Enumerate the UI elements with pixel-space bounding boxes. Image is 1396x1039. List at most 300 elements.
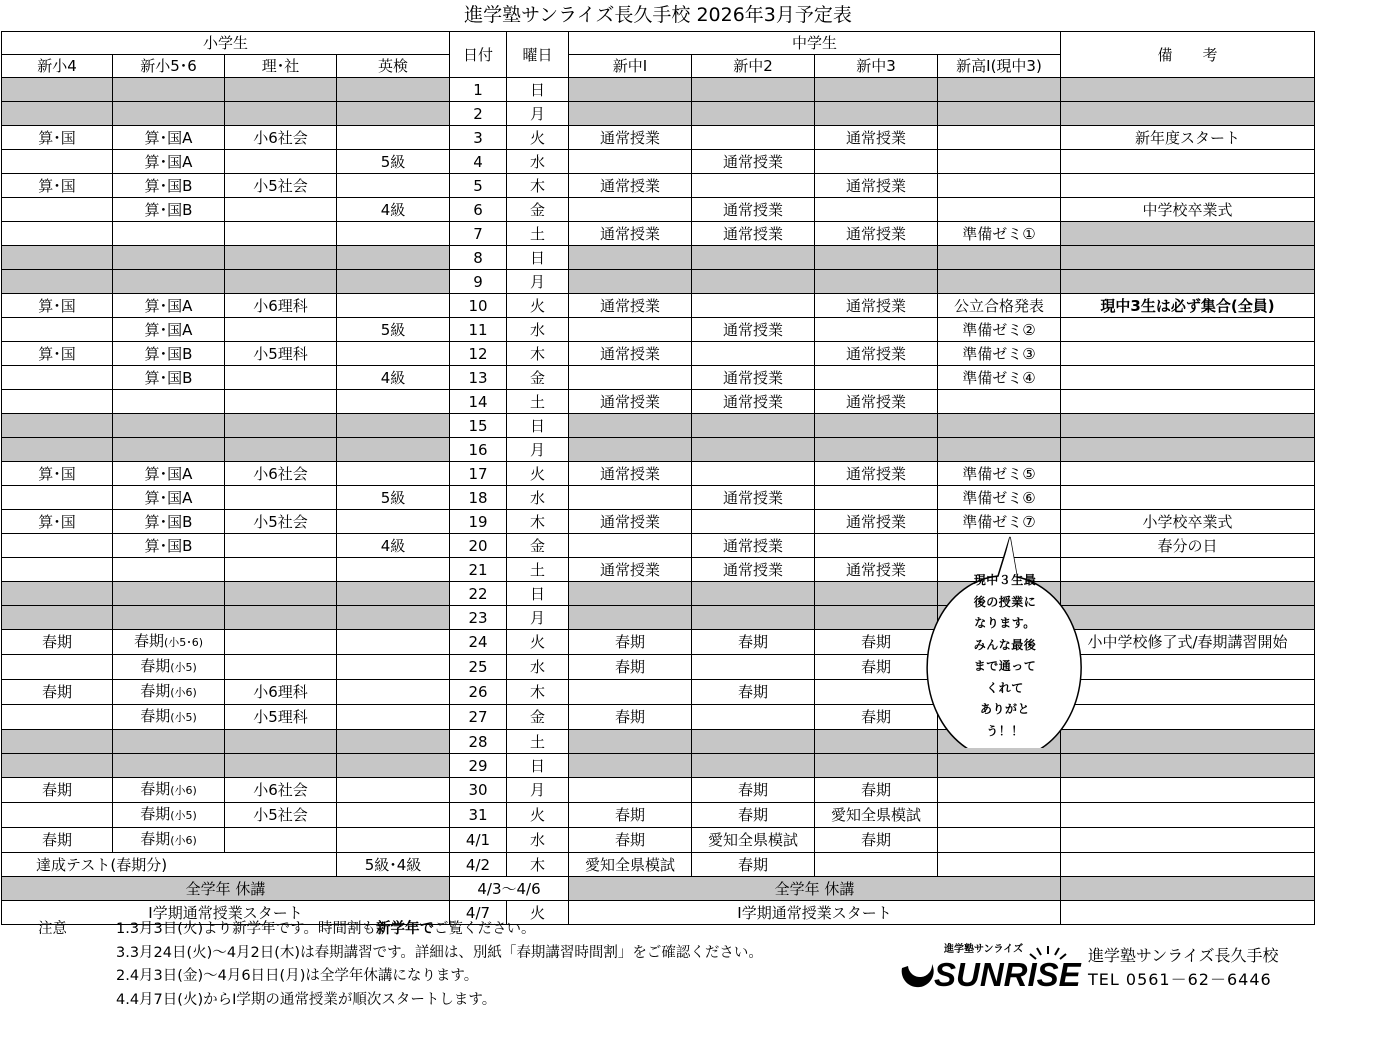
- col-header-science-social: 理･社: [225, 55, 337, 78]
- bubble-text: 現中３生最 後の授業に なります。 みんな最後 まで通って くれて ありがと う！！: [973, 573, 1037, 738]
- e56-cell: [113, 754, 225, 778]
- note-cell: [1061, 438, 1315, 462]
- j2-cell: 春期: [692, 778, 815, 803]
- j1-cell: [569, 246, 692, 270]
- ek-cell: [337, 558, 450, 582]
- h1-cell: 準備ゼミ①: [938, 222, 1061, 246]
- j3-cell: [815, 318, 938, 342]
- j2-cell: [692, 414, 815, 438]
- table-row: [2, 877, 1315, 901]
- table-row: [2, 754, 1315, 778]
- e4-cell: [2, 366, 113, 390]
- e56-cell: [113, 222, 225, 246]
- rs-cell: [225, 438, 337, 462]
- e56-cell: 算･国B: [113, 342, 225, 366]
- j1-cell: [569, 582, 692, 606]
- e56-cell: [113, 102, 225, 126]
- w-cell: 水: [507, 828, 569, 853]
- j3-cell: 春期: [815, 828, 938, 853]
- h1-cell: [938, 828, 1061, 853]
- h1-cell: 準備ゼミ③: [938, 342, 1061, 366]
- h1-cell: 準備ゼミ⑦: [938, 510, 1061, 534]
- e56-cell: 算･国B: [113, 510, 225, 534]
- e4-cell: [2, 150, 113, 174]
- w-cell: 火: [507, 803, 569, 828]
- e56-cell: [113, 558, 225, 582]
- ek-cell: [337, 730, 450, 754]
- note-cell: [1061, 803, 1315, 828]
- ek-cell: [337, 510, 450, 534]
- note-cell: 新年度スタート: [1061, 126, 1315, 150]
- w-cell: 金: [507, 705, 569, 730]
- h1-cell: [938, 803, 1061, 828]
- j1-cell: 愛知全県模試: [569, 853, 692, 877]
- note-cell: [1061, 655, 1315, 680]
- w-cell: 木: [507, 342, 569, 366]
- sunrise-logo: [898, 940, 1088, 992]
- h1-cell: [938, 778, 1061, 803]
- note-cell: [1061, 582, 1315, 606]
- table-row: [2, 534, 1315, 558]
- note-cell: [1061, 606, 1315, 630]
- e4-cell: 算･国: [2, 294, 113, 318]
- ek-cell: [337, 778, 450, 803]
- e56-cell: 算･国B: [113, 366, 225, 390]
- h1-cell: [938, 150, 1061, 174]
- e4-cell: [2, 318, 113, 342]
- d-cell: 19: [450, 510, 507, 534]
- j1-cell: [569, 534, 692, 558]
- table-row: [2, 582, 1315, 606]
- e56-cell: [113, 246, 225, 270]
- e56-cell: 春期(小5): [113, 705, 225, 730]
- col-header-e56: 新小5･6: [113, 55, 225, 78]
- j2-cell: 通常授業: [692, 366, 815, 390]
- j2-cell: [692, 342, 815, 366]
- j3-cell: [815, 438, 938, 462]
- d-cell: 29: [450, 754, 507, 778]
- j2-cell: 通常授業: [692, 486, 815, 510]
- note-line-3: 2.4月3日(金)～4月6日日(月)は全学年休講になります。: [116, 968, 479, 984]
- j3-cell: 春期: [815, 778, 938, 803]
- junior-closed-cell: 全学年 休講: [569, 877, 1061, 901]
- h1-cell: [938, 754, 1061, 778]
- e4-cell: [2, 438, 113, 462]
- ek-cell: [337, 582, 450, 606]
- e56-cell: [113, 414, 225, 438]
- j3-cell: 通常授業: [815, 510, 938, 534]
- d-cell: 4: [450, 150, 507, 174]
- achievement-test-cell: 達成テスト(春期分): [2, 853, 337, 877]
- j2-cell: 春期: [692, 853, 815, 877]
- school-info: [1088, 944, 1279, 992]
- table-row: [2, 803, 1315, 828]
- h1-cell: 準備ゼミ②: [938, 318, 1061, 342]
- j2-cell: 通常授業: [692, 222, 815, 246]
- junior-header: 中学生: [569, 32, 1061, 55]
- note-cell: 小学校卒業式: [1061, 510, 1315, 534]
- note-cell: [1061, 222, 1315, 246]
- ek-cell: [337, 294, 450, 318]
- table-row: [2, 126, 1315, 150]
- note-cell: 現中3生は必ず集合(全員): [1061, 294, 1315, 318]
- note-line-4: 4.4月7日(火)からⅠ学期の通常授業が順次スタートします。: [116, 991, 497, 1008]
- h1-cell: [938, 414, 1061, 438]
- j1-cell: 通常授業: [569, 558, 692, 582]
- d-cell: 9: [450, 270, 507, 294]
- e56-cell: 春期(小6): [113, 778, 225, 803]
- j2-cell: [692, 510, 815, 534]
- j2-cell: 通常授業: [692, 318, 815, 342]
- w-cell: 土: [507, 558, 569, 582]
- e4-cell: [2, 730, 113, 754]
- note-cell: [1061, 462, 1315, 486]
- e56-cell: [113, 730, 225, 754]
- j2-cell: [692, 606, 815, 630]
- j2-cell: 通常授業: [692, 534, 815, 558]
- rs-cell: 小6社会: [225, 462, 337, 486]
- note-cell: [1061, 778, 1315, 803]
- w-cell: 月: [507, 606, 569, 630]
- w-cell: 金: [507, 198, 569, 222]
- e4-cell: 春期: [2, 680, 113, 705]
- h1-cell: 準備ゼミ④: [938, 366, 1061, 390]
- e56-cell: 算･国A: [113, 294, 225, 318]
- table-row: [2, 853, 1315, 877]
- d-cell: 28: [450, 730, 507, 754]
- e4-cell: [2, 486, 113, 510]
- d-cell: 13: [450, 366, 507, 390]
- e56-cell: [113, 270, 225, 294]
- j2-cell: 通常授業: [692, 390, 815, 414]
- rs-cell: [225, 630, 337, 655]
- table-row: [2, 102, 1315, 126]
- j3-cell: 通常授業: [815, 390, 938, 414]
- e56-cell: 春期(小6): [113, 680, 225, 705]
- w-cell: 木: [507, 680, 569, 705]
- e56-cell: [113, 78, 225, 102]
- ek-cell: [337, 438, 450, 462]
- note-cell: [1061, 705, 1315, 730]
- e56-cell: 算･国A: [113, 126, 225, 150]
- rs-cell: [225, 222, 337, 246]
- j1-cell: [569, 318, 692, 342]
- w-cell: 木: [507, 510, 569, 534]
- w-cell: 火: [507, 630, 569, 655]
- h1-cell: [938, 438, 1061, 462]
- rs-cell: [225, 414, 337, 438]
- j3-cell: 通常授業: [815, 558, 938, 582]
- j2-cell: [692, 126, 815, 150]
- ek-cell: [337, 270, 450, 294]
- h1-cell: [938, 390, 1061, 414]
- d-cell: 3: [450, 126, 507, 150]
- table-row: [2, 294, 1315, 318]
- notes-label: 注意: [38, 921, 67, 937]
- d-cell: 16: [450, 438, 507, 462]
- j2-cell: 通常授業: [692, 150, 815, 174]
- e4-cell: 春期: [2, 778, 113, 803]
- j1-cell: 春期: [569, 828, 692, 853]
- e56-cell: [113, 390, 225, 414]
- note-cell: 中学校卒業式: [1061, 198, 1315, 222]
- rs-cell: [225, 246, 337, 270]
- j3-cell: 通常授業: [815, 222, 938, 246]
- w-cell: 木: [507, 174, 569, 198]
- j3-cell: [815, 246, 938, 270]
- e56-cell: 算･国A: [113, 486, 225, 510]
- j3-cell: [815, 414, 938, 438]
- j1-cell: 通常授業: [569, 294, 692, 318]
- ek-cell: [337, 246, 450, 270]
- rs-cell: [225, 366, 337, 390]
- e4-cell: [2, 390, 113, 414]
- table-row: [2, 174, 1315, 198]
- j3-cell: [815, 150, 938, 174]
- w-cell: 水: [507, 655, 569, 680]
- note-cell: [1061, 828, 1315, 853]
- col-header-j3: 新中3: [815, 55, 938, 78]
- note-cell: [1061, 174, 1315, 198]
- note-cell: [1061, 486, 1315, 510]
- e56-cell: [113, 438, 225, 462]
- j2-cell: [692, 754, 815, 778]
- j3-cell: 通常授業: [815, 126, 938, 150]
- rs-cell: [225, 486, 337, 510]
- col-header-e4: 新小4: [2, 55, 113, 78]
- rs-cell: [225, 390, 337, 414]
- table-row: [2, 680, 1315, 705]
- j1-cell: 春期: [569, 803, 692, 828]
- d-cell: 31: [450, 803, 507, 828]
- e4-cell: [2, 754, 113, 778]
- j2-cell: 春期: [692, 630, 815, 655]
- table-row: [2, 655, 1315, 680]
- table-row: [2, 366, 1315, 390]
- note-cell: [1061, 318, 1315, 342]
- j1-cell: [569, 486, 692, 510]
- ek-cell: 4級: [337, 534, 450, 558]
- weekday-header: 曜日: [507, 32, 569, 78]
- note-cell: [1061, 102, 1315, 126]
- j1-cell: 通常授業: [569, 462, 692, 486]
- ek-cell: [337, 630, 450, 655]
- note-cell: [1061, 270, 1315, 294]
- table-row: [2, 390, 1315, 414]
- e56-cell: [113, 606, 225, 630]
- w-cell: 月: [507, 102, 569, 126]
- e4-cell: 算･国: [2, 126, 113, 150]
- table-row: [2, 198, 1315, 222]
- d-cell: 5: [450, 174, 507, 198]
- w-cell: 月: [507, 438, 569, 462]
- d-cell: 15: [450, 414, 507, 438]
- j3-cell: 通常授業: [815, 462, 938, 486]
- e4-cell: [2, 558, 113, 582]
- j2-cell: [692, 705, 815, 730]
- ek-cell: 5級: [337, 150, 450, 174]
- j1-cell: [569, 414, 692, 438]
- h1-cell: 公立合格発表: [938, 294, 1061, 318]
- ek-cell: [337, 102, 450, 126]
- j1-cell: [569, 198, 692, 222]
- ek-cell: [337, 606, 450, 630]
- e56-cell: 算･国A: [113, 318, 225, 342]
- page-title: 進学塾サンライズ長久手校 2026年3月予定表: [464, 4, 852, 26]
- note-cell: [1061, 680, 1315, 705]
- table-row: [2, 414, 1315, 438]
- e4-cell: [2, 606, 113, 630]
- rs-cell: 小5社会: [225, 510, 337, 534]
- j1-cell: [569, 270, 692, 294]
- d-cell: 20: [450, 534, 507, 558]
- table-row: [2, 828, 1315, 853]
- col-header-j1: 新中Ⅰ: [569, 55, 692, 78]
- d-cell: 17: [450, 462, 507, 486]
- col-header-h1: 新高Ⅰ(現中3): [938, 55, 1061, 78]
- rs-cell: 小6理科: [225, 294, 337, 318]
- ek-cell: [337, 680, 450, 705]
- ek-cell: 4級: [337, 198, 450, 222]
- ek-cell: [337, 390, 450, 414]
- e56-cell: 春期(小5･6): [113, 630, 225, 655]
- note-cell: [1061, 730, 1315, 754]
- table-row: [2, 78, 1315, 102]
- e56-cell: [113, 582, 225, 606]
- ek-cell: [337, 222, 450, 246]
- j3-cell: 通常授業: [815, 174, 938, 198]
- note-cell: [1061, 78, 1315, 102]
- e4-cell: [2, 414, 113, 438]
- d-cell: 23: [450, 606, 507, 630]
- j3-cell: [815, 754, 938, 778]
- ek-cell: [337, 828, 450, 853]
- note-cell: [1061, 390, 1315, 414]
- e4-cell: [2, 705, 113, 730]
- note-cell: [1061, 246, 1315, 270]
- w-cell: 土: [507, 730, 569, 754]
- note-cell: 小中学校修了式/春期講習開始: [1061, 630, 1315, 655]
- e56-cell: 春期(小5): [113, 803, 225, 828]
- rs-cell: [225, 102, 337, 126]
- w-cell: 日: [507, 582, 569, 606]
- w-cell: 火: [507, 126, 569, 150]
- j1-cell: [569, 78, 692, 102]
- note-line-1: 1.3月3日(火)より新学年です。時間割も新学年でご覧ください。: [116, 921, 536, 937]
- j2-cell: 春期: [692, 680, 815, 705]
- d-cell: 30: [450, 778, 507, 803]
- e4-cell: [2, 246, 113, 270]
- d-cell: 12: [450, 342, 507, 366]
- ek-cell: [337, 462, 450, 486]
- table-row: [2, 462, 1315, 486]
- e4-cell: [2, 270, 113, 294]
- j1-cell: 通常授業: [569, 390, 692, 414]
- e56-cell: 算･国B: [113, 174, 225, 198]
- e56-cell: 春期(小5): [113, 655, 225, 680]
- j1-cell: 春期: [569, 705, 692, 730]
- w-cell: 月: [507, 778, 569, 803]
- date-cell: 4/2: [450, 853, 507, 877]
- e56-cell: 算･国B: [113, 534, 225, 558]
- ek-cell: [337, 655, 450, 680]
- h1-cell: [938, 126, 1061, 150]
- e4-cell: 算･国: [2, 510, 113, 534]
- rs-cell: [225, 78, 337, 102]
- w-cell: 火: [507, 462, 569, 486]
- ek-cell: [337, 78, 450, 102]
- e4-cell: [2, 582, 113, 606]
- j2-cell: [692, 730, 815, 754]
- j2-cell: [692, 246, 815, 270]
- d-cell: 2: [450, 102, 507, 126]
- j1-cell: [569, 150, 692, 174]
- d-cell: 25: [450, 655, 507, 680]
- ek-cell: 4級: [337, 366, 450, 390]
- j1-cell: [569, 778, 692, 803]
- table-row: [2, 558, 1315, 582]
- e4-cell: [2, 102, 113, 126]
- table-row: [2, 270, 1315, 294]
- e4-cell: 算･国: [2, 342, 113, 366]
- ek-cell: [337, 705, 450, 730]
- table-row: [2, 222, 1315, 246]
- e4-cell: [2, 803, 113, 828]
- j2-cell: [692, 78, 815, 102]
- col-header-eiken: 英検: [337, 55, 450, 78]
- e56-cell: 春期(小6): [113, 828, 225, 853]
- note-cell: [1061, 754, 1315, 778]
- j3-cell: 通常授業: [815, 294, 938, 318]
- w-cell: 日: [507, 414, 569, 438]
- j1-cell: [569, 606, 692, 630]
- rs-cell: 小5理科: [225, 705, 337, 730]
- note-cell: 春分の日: [1061, 534, 1315, 558]
- e4-cell: [2, 198, 113, 222]
- ek-cell: [337, 414, 450, 438]
- h1-cell: 準備ゼミ⑤: [938, 462, 1061, 486]
- rs-cell: [225, 582, 337, 606]
- w-cell: 水: [507, 150, 569, 174]
- rs-cell: [225, 534, 337, 558]
- svg-text:進学塾サンライズ: 進学塾サンライズ: [944, 944, 1024, 955]
- elementary-header: 小学生: [2, 32, 450, 55]
- w-cell: 月: [507, 270, 569, 294]
- j3-cell: [815, 78, 938, 102]
- rs-cell: [225, 318, 337, 342]
- d-cell: 11: [450, 318, 507, 342]
- tel-number: 0561－62－6446: [1125, 970, 1272, 989]
- j1-cell: 春期: [569, 630, 692, 655]
- rs-cell: 小5理科: [225, 342, 337, 366]
- d-cell: 1: [450, 78, 507, 102]
- w-cell: 水: [507, 318, 569, 342]
- table-row: [2, 486, 1315, 510]
- j2-cell: [692, 462, 815, 486]
- e4-cell: [2, 222, 113, 246]
- eiken-cell: 5級･4級: [337, 853, 450, 877]
- weekday-cell: 火: [507, 901, 569, 925]
- rs-cell: 小6理科: [225, 680, 337, 705]
- j3-cell: [815, 270, 938, 294]
- ek-cell: [337, 342, 450, 366]
- j3-cell: [815, 366, 938, 390]
- w-cell: 土: [507, 390, 569, 414]
- w-cell: 土: [507, 222, 569, 246]
- table-row: [2, 705, 1315, 730]
- d-cell: 8: [450, 246, 507, 270]
- e4-cell: 春期: [2, 630, 113, 655]
